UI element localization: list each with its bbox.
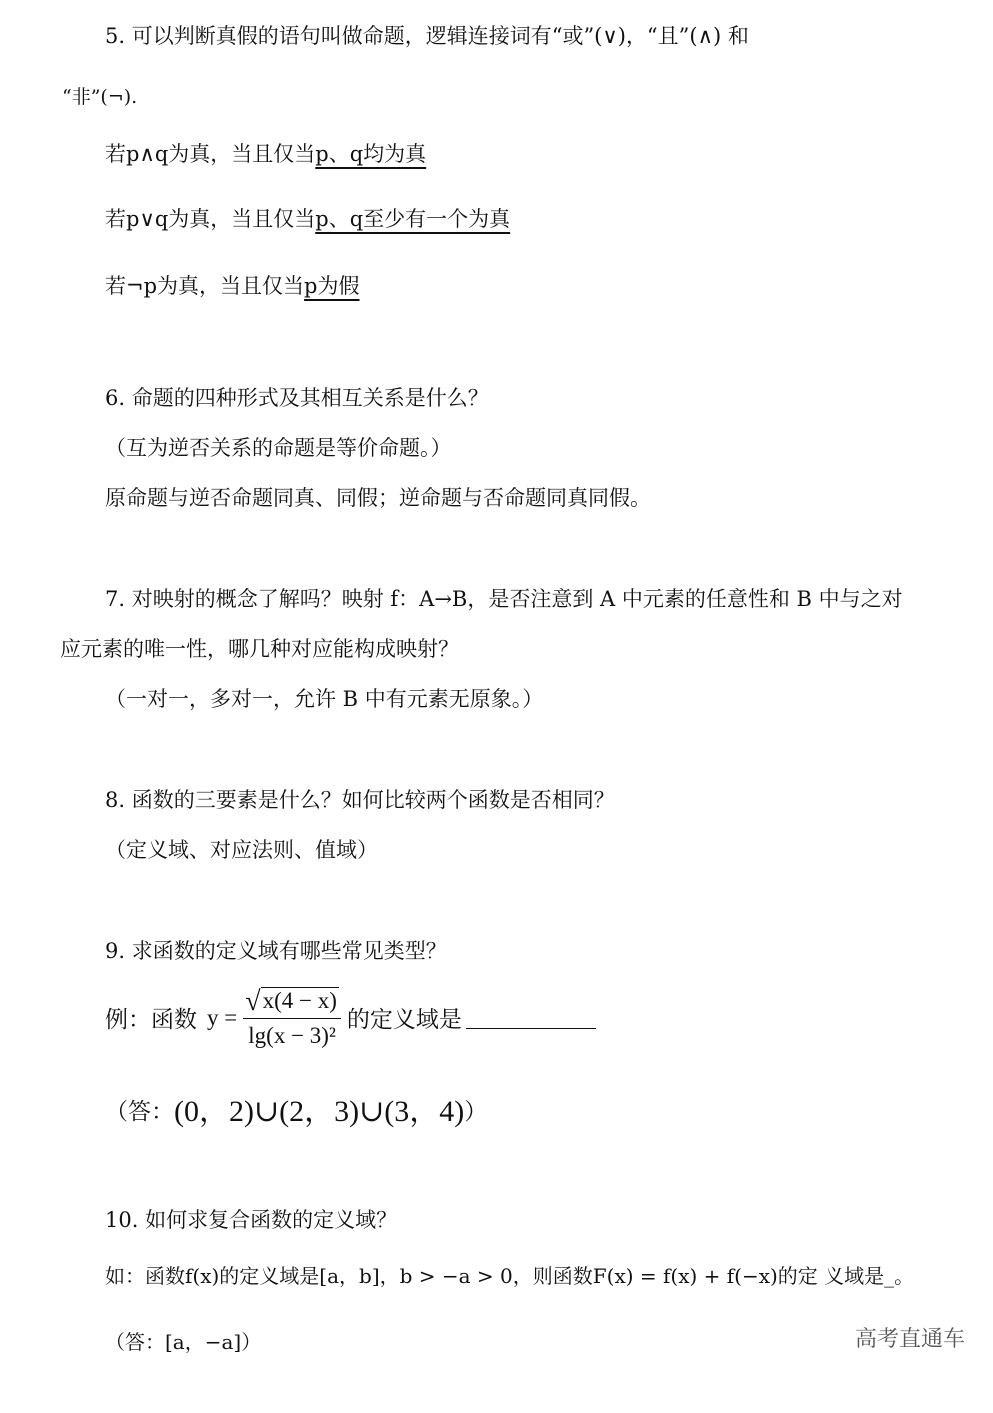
q9-answer-prefix: （答：: [105, 1099, 174, 1125]
q9-radicand: x(4 − x): [262, 988, 337, 1013]
q5-and-prefix: 若p∧q为真，当且仅当: [105, 142, 316, 166]
watermark: 高考直通车: [855, 1327, 966, 1352]
q9-y-equals: y =: [207, 1004, 238, 1030]
q9-example: [105, 986, 596, 1049]
q6-note: （互为逆否关系的命题是等价命题。）: [105, 436, 452, 460]
q5-not-prefix: 若¬p为真，当且仅当: [105, 274, 305, 298]
q9-example-prefix: 例：函数: [105, 1007, 197, 1033]
q8-answer: （定义域、对应法则、值域）: [105, 838, 378, 862]
q10-answer: （答：[a，−a]）: [105, 1330, 262, 1354]
q9-denominator: lg(x − 3)²: [248, 1023, 336, 1048]
q5-or-answer: p、q至少有一个为真: [315, 207, 511, 231]
q10-example: 如：函数f(x)的定义域是[a，b]，b > −a > 0，则函数F(x) = f(x) + f(−x)的定 义域是_。: [105, 1264, 915, 1288]
q5-line2: “非”(¬).: [62, 86, 138, 108]
q5-and-answer: p、q均为真: [315, 142, 427, 166]
q7-answer: （一对一，多对一，允许 B 中有元素无原象。）: [105, 687, 544, 711]
q7-line2: 应元素的唯一性，哪几种对应能构成映射？: [60, 637, 459, 661]
q9-answer-body: (0，2)∪(2，3)∪(3，4): [174, 1095, 465, 1128]
q9-answer-blank: [466, 1006, 596, 1029]
q9-answer: [105, 1092, 487, 1128]
q10-question: 10. 如何求复合函数的定义域？: [105, 1208, 398, 1232]
q6-question: 6. 命题的四种形式及其相互关系是什么？: [105, 386, 489, 410]
q9-numerator: [243, 986, 341, 1019]
q8-question: 8. 函数的三要素是什么？如何比较两个函数是否相同？: [105, 788, 615, 812]
q9-question: 9. 求函数的定义域有哪些常见类型？: [105, 939, 447, 963]
q5-or-rule: [105, 207, 510, 232]
q5-not-rule: [105, 274, 360, 299]
q5-line1: 5. 可以判断真假的语句叫做命题，逻辑连接词有“或”(∨)，“且”(∧) 和: [105, 24, 749, 48]
q5-and-rule: [105, 142, 426, 167]
q5-or-prefix: 若p∨q为真，当且仅当: [105, 207, 316, 231]
q9-fraction: [243, 986, 341, 1049]
q9-answer-suffix: ）: [464, 1099, 488, 1125]
sqrt-icon: √: [245, 986, 261, 1017]
q6-answer: 原命题与逆否命题同真、同假；逆命题与否命题同真同假。: [105, 486, 651, 510]
q7-line1: 7. 对映射的概念了解吗？映射 f：A→B，是否注意到 A 中元素的任意性和 B 中与之对: [105, 587, 903, 611]
q5-not-answer: p为假: [304, 274, 360, 298]
q9-example-suffix: 的定义域是: [346, 1007, 462, 1033]
